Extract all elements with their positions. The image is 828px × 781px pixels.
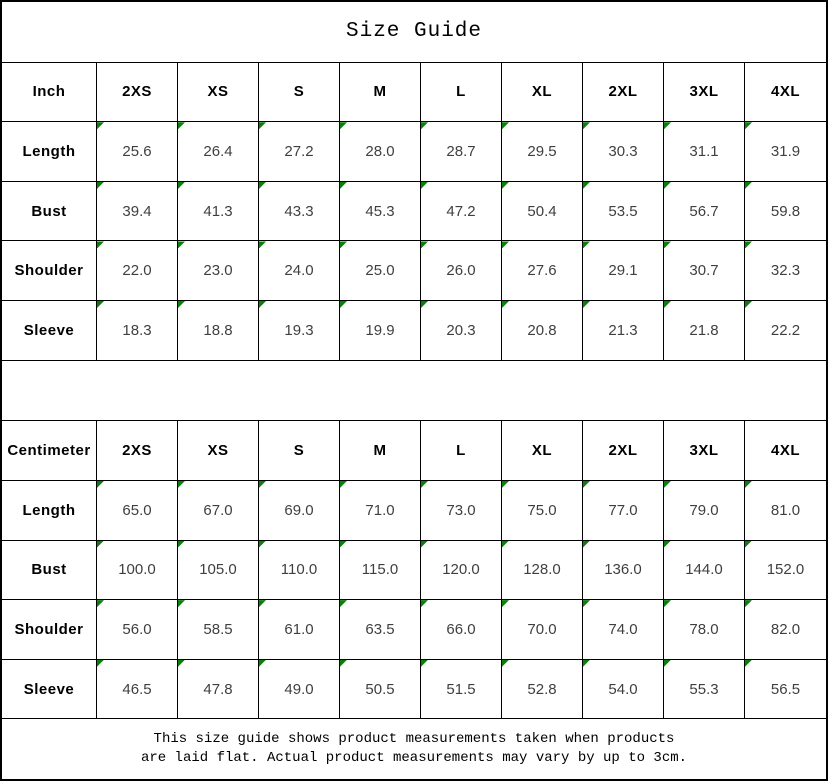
value-cell: 24.0 bbox=[259, 241, 340, 300]
value-cell: 54.0 bbox=[583, 660, 664, 719]
value-cell: 52.8 bbox=[502, 660, 583, 719]
value-cell: 74.0 bbox=[583, 600, 664, 659]
page-title bbox=[2, 2, 826, 63]
value-cell: 75.0 bbox=[502, 481, 583, 540]
centimeter-size-header-cell: S bbox=[259, 421, 340, 480]
inch-size-header-cell: 2XS bbox=[97, 63, 178, 122]
value-cell: 43.3 bbox=[259, 182, 340, 241]
centimeter-header-row bbox=[2, 421, 826, 481]
value-cell: 32.3 bbox=[745, 241, 826, 300]
inch-size-header-cell: L bbox=[421, 63, 502, 122]
value-cell: 19.3 bbox=[259, 301, 340, 360]
footer-note bbox=[2, 719, 826, 779]
value-cell: 55.3 bbox=[664, 660, 745, 719]
value-cell: 81.0 bbox=[745, 481, 826, 540]
inch-header-row bbox=[2, 63, 826, 123]
value-cell: 50.4 bbox=[502, 182, 583, 241]
value-cell: 77.0 bbox=[583, 481, 664, 540]
centimeter-size-header-cell: L bbox=[421, 421, 502, 480]
value-cell: 82.0 bbox=[745, 600, 826, 659]
value-cell: 67.0 bbox=[178, 481, 259, 540]
centimeter-size-header-cell: M bbox=[340, 421, 421, 480]
value-cell: 47.8 bbox=[178, 660, 259, 719]
value-cell: 120.0 bbox=[421, 541, 502, 600]
value-cell: 49.0 bbox=[259, 660, 340, 719]
centimeter-sleeve-row bbox=[2, 660, 826, 720]
row-label-cell: Length bbox=[2, 481, 97, 540]
value-cell: 61.0 bbox=[259, 600, 340, 659]
value-cell: 115.0 bbox=[340, 541, 421, 600]
value-cell: 128.0 bbox=[502, 541, 583, 600]
row-label-cell: Sleeve bbox=[2, 301, 97, 360]
value-cell: 47.2 bbox=[421, 182, 502, 241]
centimeter-length-row bbox=[2, 481, 826, 541]
value-cell: 46.5 bbox=[97, 660, 178, 719]
centimeter-size-header-cell: 3XL bbox=[664, 421, 745, 480]
value-cell: 110.0 bbox=[259, 541, 340, 600]
footer-line-2: are laid flat. Actual product measurements may vary by up to 3cm. bbox=[140, 750, 688, 767]
value-cell: 69.0 bbox=[259, 481, 340, 540]
row-label-cell: Shoulder bbox=[2, 241, 97, 300]
value-cell: 21.8 bbox=[664, 301, 745, 360]
inch-size-header-cell: 3XL bbox=[664, 63, 745, 122]
inch-size-header-cell: 2XL bbox=[583, 63, 664, 122]
value-cell: 79.0 bbox=[664, 481, 745, 540]
inch-size-header-cell: XS bbox=[178, 63, 259, 122]
centimeter-size-header-cell: XL bbox=[502, 421, 583, 480]
value-cell: 78.0 bbox=[664, 600, 745, 659]
centimeter-size-header-cell: 4XL bbox=[770, 442, 800, 460]
value-cell: 152.0 bbox=[745, 541, 826, 600]
value-cell: 58.5 bbox=[178, 600, 259, 659]
value-cell: 70.0 bbox=[502, 600, 583, 659]
value-cell: 19.9 bbox=[340, 301, 421, 360]
value-cell: 27.6 bbox=[502, 241, 583, 300]
centimeter-shoulder-row bbox=[2, 600, 826, 660]
centimeter-unit-label-cell: Centimeter bbox=[2, 421, 97, 480]
centimeter-bust-row bbox=[2, 541, 826, 601]
value-cell: 28.7 bbox=[421, 122, 502, 181]
value-cell: 21.3 bbox=[583, 301, 664, 360]
value-cell: 51.5 bbox=[421, 660, 502, 719]
value-cell: 26.4 bbox=[178, 122, 259, 181]
row-label-cell: Sleeve bbox=[2, 660, 97, 719]
value-cell: 20.3 bbox=[421, 301, 502, 360]
row-label-cell: Bust bbox=[2, 541, 97, 600]
inch-bust-row bbox=[2, 182, 826, 242]
value-cell: 39.4 bbox=[97, 182, 178, 241]
value-cell: 18.8 bbox=[178, 301, 259, 360]
value-cell: 30.3 bbox=[583, 122, 664, 181]
value-cell: 31.1 bbox=[664, 122, 745, 181]
value-cell: 20.8 bbox=[502, 301, 583, 360]
row-label-cell: Shoulder bbox=[2, 600, 97, 659]
inch-sleeve-row bbox=[2, 301, 826, 361]
value-cell: 50.5 bbox=[340, 660, 421, 719]
value-cell: 71.0 bbox=[340, 481, 421, 540]
value-cell: 56.7 bbox=[664, 182, 745, 241]
centimeter-size-header-cell: 2XS bbox=[97, 421, 178, 480]
value-cell: 105.0 bbox=[178, 541, 259, 600]
row-label-cell: Length bbox=[2, 122, 97, 181]
value-cell: 25.0 bbox=[340, 241, 421, 300]
centimeter-table bbox=[2, 421, 826, 719]
value-cell: 59.8 bbox=[745, 182, 826, 241]
value-cell: 25.6 bbox=[97, 122, 178, 181]
value-cell: 53.5 bbox=[583, 182, 664, 241]
inch-size-header-cell: S bbox=[259, 63, 340, 122]
value-cell: 45.3 bbox=[340, 182, 421, 241]
row-label-cell: Bust bbox=[2, 182, 97, 241]
value-cell: 22.0 bbox=[97, 241, 178, 300]
value-cell: 29.5 bbox=[502, 122, 583, 181]
inch-table bbox=[2, 63, 826, 361]
value-cell: 18.3 bbox=[97, 301, 178, 360]
value-cell: 56.5 bbox=[745, 660, 826, 719]
inch-size-header-cell: 4XL bbox=[770, 83, 800, 101]
value-cell: 136.0 bbox=[583, 541, 664, 600]
value-cell: 30.7 bbox=[664, 241, 745, 300]
page-title-text: Size Guide bbox=[345, 20, 483, 44]
centimeter-size-header-cell: XS bbox=[178, 421, 259, 480]
footer-line-1: This size guide shows product measurements taken when products bbox=[153, 731, 675, 748]
value-cell: 28.0 bbox=[340, 122, 421, 181]
value-cell: 66.0 bbox=[421, 600, 502, 659]
value-cell: 65.0 bbox=[97, 481, 178, 540]
value-cell: 26.0 bbox=[421, 241, 502, 300]
value-cell: 27.2 bbox=[259, 122, 340, 181]
inch-unit-label-cell: Inch bbox=[2, 63, 97, 122]
inch-length-row bbox=[2, 122, 826, 182]
value-cell: 73.0 bbox=[421, 481, 502, 540]
inch-shoulder-row bbox=[2, 241, 826, 301]
value-cell: 100.0 bbox=[97, 541, 178, 600]
value-cell: 31.9 bbox=[745, 122, 826, 181]
value-cell: 41.3 bbox=[178, 182, 259, 241]
centimeter-size-header-cell: 2XL bbox=[583, 421, 664, 480]
inch-size-header-cell: XL bbox=[502, 63, 583, 122]
value-cell: 63.5 bbox=[340, 600, 421, 659]
value-cell: 29.1 bbox=[583, 241, 664, 300]
value-cell: 56.0 bbox=[97, 600, 178, 659]
inch-size-header-cell: M bbox=[340, 63, 421, 122]
value-cell: 22.2 bbox=[745, 301, 826, 360]
value-cell: 23.0 bbox=[178, 241, 259, 300]
spacer-row bbox=[2, 361, 826, 422]
value-cell: 144.0 bbox=[664, 541, 745, 600]
